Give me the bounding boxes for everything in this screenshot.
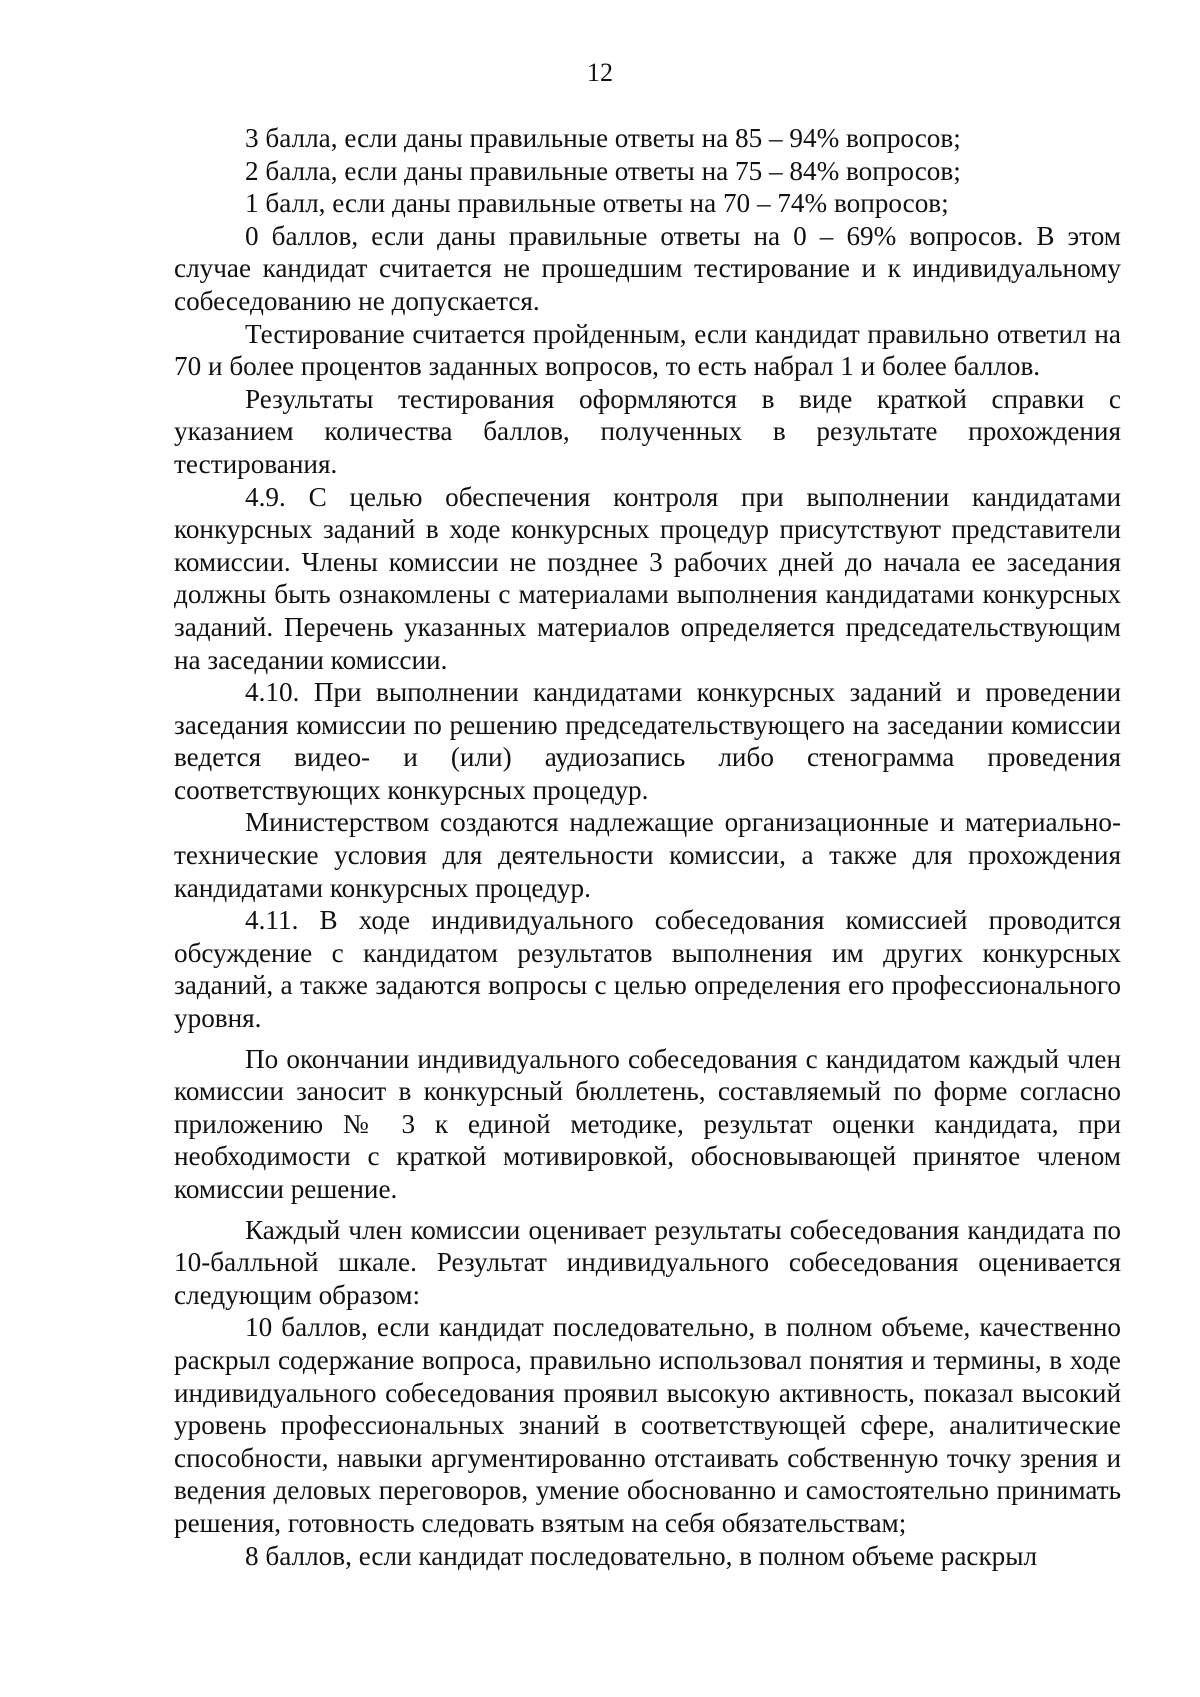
paragraph-score-0: 0 баллов, если даны правильные ответы на 0 – 69% вопросов. В этом случае кандидат считается не прошедшим тестирование и к индивидуальному собеседованию не допускается. bbox=[174, 220, 1121, 316]
paragraph-testing-passed: Тестирование считается пройденным, если кандидат правильно ответил на 70 и более процентов заданных вопросов, то есть набрал 1 и более баллов. bbox=[174, 318, 1121, 382]
paragraph-score-2: 2 балла, если даны правильные ответы на 75 – 84% вопросов; bbox=[245, 155, 961, 186]
paragraph-interview-ballot: По окончании индивидуального собеседования с кандидатом каждый член комиссии заносит в конкурсный бюллетень, составляемый по форме согласно приложению № 3 к единой методике, результат оценки кандидата, при необходимости с краткой мотивировкой, обосновывающей принятое членом комиссии решение. bbox=[174, 1043, 1121, 1204]
document-body bbox=[174, 122, 1121, 1572]
paragraph-4-10: 4.10. При выполнении кандидатами конкурсных заданий и проведении заседания комиссии по решению председательствующего на заседании комиссии ведется видео- и (или) аудиозапись либо стенограмма проведения соответствующих конкурсных процедур. bbox=[174, 677, 1121, 805]
paragraph-score-3: 3 балла, если даны правильные ответы на 85 – 94% вопросов; bbox=[245, 123, 961, 153]
paragraph-testing-results: Результаты тестирования оформляются в виде краткой справки с указанием количества баллов, полученных в результате прохождения тестирования. bbox=[174, 383, 1121, 479]
page-number: 12 bbox=[587, 58, 613, 87]
paragraph-score-8: 8 баллов, если кандидат последовательно, в полном объеме раскрыл bbox=[245, 1540, 1038, 1571]
paragraph-ministry-conditions: Министерством создаются надлежащие организационные и материально-технические условия для деятельности комиссии, а также для прохождения кандидатами конкурсных процедур. bbox=[174, 807, 1121, 903]
paragraph-scale-intro: Каждый член комиссии оценивает результаты собеседования кандидата по 10-балльной шкале. Результат индивидуального собеседования оценивается следующим образом: bbox=[174, 1214, 1121, 1310]
paragraph-score-10: 10 баллов, если кандидат последовательно, в полном объеме, качественно раскрыл содержание вопроса, правильно использовал понятия и термины, в ходе индивидуального собеседования проявил высокую активность, показал высокий уровень профессиональных знаний в соответствующей сфере, аналитические способности, навыки аргументированно отстаивать собственную точку зрения и ведения деловых переговоров, умение обоснованно и самостоятельно принимать решения, готовность следовать взятым на себя обязательствам; bbox=[174, 1312, 1121, 1538]
paragraph-4-11: 4.11. В ходе индивидуального собеседования комиссией проводится обсуждение с кандидатом результатов выполнения им других конкурсных заданий, а также задаются вопросы с целью определения его профессионального уровня. bbox=[174, 905, 1121, 1034]
paragraph-4-9: 4.9. С целью обеспечения контроля при выполнении кандидатами конкурсных заданий в ходе конкурсных процедур присутствуют представители комиссии. Члены комиссии не позднее 3 рабочих дней до начала ее заседания должны быть ознакомлены с материалами выполнения кандидатами конкурсных заданий. Перечень указанных материалов определяется председательствующим на заседании комиссии. bbox=[174, 481, 1121, 675]
paragraph-score-1: 1 балл, если даны правильные ответы на 70 – 74% вопросов; bbox=[245, 188, 949, 219]
